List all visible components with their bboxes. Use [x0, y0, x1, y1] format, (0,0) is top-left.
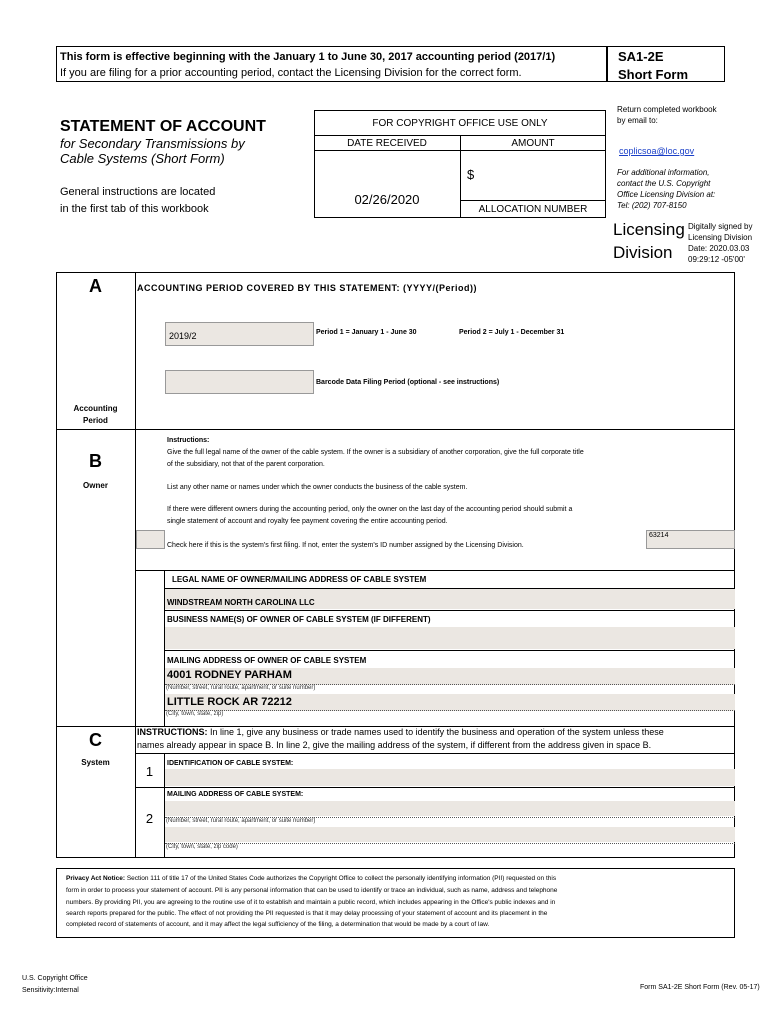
signature-name-line1: Licensing: [613, 220, 685, 239]
date-received-value: 02/26/2020: [354, 192, 420, 207]
effective-notice-line1: This form is effective beginning with the January 1 to June 30, 2017 accounting period (2017/1): [60, 51, 556, 63]
system-instructions-bold: INSTRUCTIONS:: [137, 727, 208, 737]
system-line1-number: 1: [145, 764, 154, 779]
subtitle-line2: Cable Systems (Short Form): [60, 151, 225, 166]
privacy-notice-line3: numbers. By providing PII, you are agreeing to the routine use of it to establish and maintain a public record, which includes appearing in the Office's public indexes and in: [66, 899, 556, 906]
barcode-period-input[interactable]: [165, 370, 314, 394]
footer-form-id: Form SA1-2E Short Form (Rev. 05-17): [640, 984, 760, 991]
office-use-heading: FOR COPYRIGHT OFFICE USE ONLY: [372, 118, 548, 129]
mailing-address-label: MAILING ADDRESS OF OWNER OF CABLE SYSTEM: [167, 656, 367, 665]
contact-info-line3: Office Licensing Division at:: [617, 190, 716, 199]
privacy-notice-line2: form in order to process your statement of account. PII is any personal information that can be used to identify or trace an individual, such as name, address and telephone: [66, 887, 558, 894]
amount-label: AMOUNT: [511, 138, 555, 149]
effective-notice-line2: If you are filing for a prior accounting period, contact the Licensing Division for the correct form.: [60, 67, 522, 79]
period2-note: Period 2 = July 1 - December 31: [459, 329, 565, 336]
section-c-letter: C: [89, 730, 102, 750]
signature-name-line2: Division: [613, 243, 673, 262]
system-city-input[interactable]: [165, 827, 735, 842]
amount-symbol: $: [467, 167, 475, 182]
system-city-hint: (City, town, state, zip code): [166, 844, 238, 850]
contact-info-line2: contact the U.S. Copyright: [617, 179, 711, 188]
owner-instructions-heading: Instructions:: [167, 437, 210, 444]
contact-info-line1: For additional information,: [617, 168, 710, 177]
system-identification-label: IDENTIFICATION OF CABLE SYSTEM:: [167, 760, 294, 767]
privacy-notice-line4: search reports prepared for the public. The effect of not providing the PII requested is that it may delay processing of your statement of account and its placement in the: [66, 910, 548, 917]
section-c-label: System: [81, 758, 110, 767]
system-line2-number: 2: [145, 811, 154, 826]
system-identification-input[interactable]: [165, 769, 735, 786]
legal-name-label: LEGAL NAME OF OWNER/MAILING ADDRESS OF CABLE SYSTEM: [172, 575, 427, 584]
business-names-input[interactable]: [165, 627, 735, 649]
system-instructions-line2: names already appear in space B. In line 2, give the mailing address of the system, if different from the address given in space B.: [137, 740, 652, 750]
owner-instructions-line5: single statement of account and royalty fee payment covering the entire accounting period.: [167, 518, 448, 525]
system-instructions-text: In line 1, give any business or trade names used to identify the business and operation of the system unless these: [207, 727, 664, 737]
owner-instructions-line3: List any other name or names under which the owner conducts the business of the cable system.: [167, 484, 468, 491]
signature-detail-line4: 09:29:12 -05'00': [688, 255, 745, 264]
section-b-label: Owner: [83, 481, 108, 490]
owner-instructions-line2: of the subsidiary, not that of the parent corporation.: [167, 461, 325, 468]
system-instructions-line1: [137, 727, 664, 737]
legal-name-value: WINDSTREAM NORTH CAROLINA LLC: [167, 598, 315, 607]
subtitle-line1: for Secondary Transmissions by: [60, 136, 245, 151]
first-filing-label: Check here if this is the system's first filing. If not, enter the system's ID number assigned by the Licensing Division.: [167, 542, 524, 549]
privacy-notice-text1: Section 111 of title 17 of the United States Code authorizes the Copyright Office to collect the personally identifying information (PII) requested on this: [125, 875, 557, 882]
email-link[interactable]: coplicsoa@loc.gov: [619, 146, 695, 156]
system-street-input[interactable]: [165, 801, 735, 816]
signature-detail-line2: Licensing Division: [688, 233, 753, 242]
section-a-label-line2: Period: [83, 416, 108, 425]
allocation-number-label: ALLOCATION NUMBER: [478, 204, 588, 215]
page-title: STATEMENT OF ACCOUNT: [60, 118, 266, 135]
contact-info-line4: Tel: (202) 707-8150: [617, 201, 687, 210]
period1-note: Period 1 = January 1 - June 30: [316, 329, 417, 336]
date-received-label: DATE RECEIVED: [347, 138, 427, 149]
instructions-note-line1: General instructions are located: [60, 186, 216, 198]
owner-city-hint: (City, town, state, zip): [166, 711, 224, 717]
barcode-period-label: Barcode Data Filing Period (optional - see instructions): [316, 379, 500, 386]
return-note-line2: by email to:: [617, 116, 658, 125]
signature-detail-line3: Date: 2020.03.03: [688, 244, 750, 253]
section-a-letter: A: [89, 276, 102, 296]
system-street-hint: (Number, street, rural route, apartment, or suite number): [166, 818, 316, 824]
privacy-notice-bold: Privacy Act Notice:: [66, 875, 126, 882]
first-filing-checkbox[interactable]: [136, 530, 165, 549]
system-mailing-label: MAILING ADDRESS OF CABLE SYSTEM:: [167, 791, 304, 798]
instructions-note-line2: in the first tab of this workbook: [60, 203, 209, 215]
business-names-label: BUSINESS NAME(S) OF OWNER OF CABLE SYSTEM (IF DIFFERENT): [167, 615, 431, 624]
owner-city-value: LITTLE ROCK AR 72212: [167, 696, 292, 708]
footer-sensitivity: Sensitivity:Internal: [22, 987, 79, 994]
form-type: Short Form: [618, 67, 689, 82]
signature-detail-line1: Digitally signed by: [688, 222, 753, 231]
footer-office: U.S. Copyright Office: [22, 975, 88, 982]
owner-street-value: 4001 RODNEY PARHAM: [167, 669, 292, 681]
owner-instructions-line1: Give the full legal name of the owner of the cable system. If the owner is a subsidiary of another corporation, give the full corporate title: [167, 449, 584, 456]
accounting-period-heading: ACCOUNTING PERIOD COVERED BY THIS STATEMENT: (YYYY/(Period)): [137, 283, 478, 293]
accounting-period-value: 2019/2: [169, 331, 197, 341]
system-id-value: 63214: [649, 532, 669, 539]
owner-street-hint: (Number, street, rural route, apartment, or suite number): [166, 685, 316, 691]
section-b-letter: B: [89, 451, 102, 471]
owner-instructions-line4: If there were different owners during the accounting period, only the owner on the last day of the accounting period should submit a: [167, 506, 573, 513]
section-a-label-line1: Accounting: [73, 404, 118, 413]
privacy-notice-line5: completed record of statements of account, and it may affect the legal sufficiency of the filing, a determination that would be made by a court of law.: [66, 921, 490, 928]
privacy-notice-line1: [66, 875, 556, 882]
return-note-line1: Return completed workbook: [617, 105, 717, 114]
form-code: SA1-2E: [618, 49, 664, 64]
